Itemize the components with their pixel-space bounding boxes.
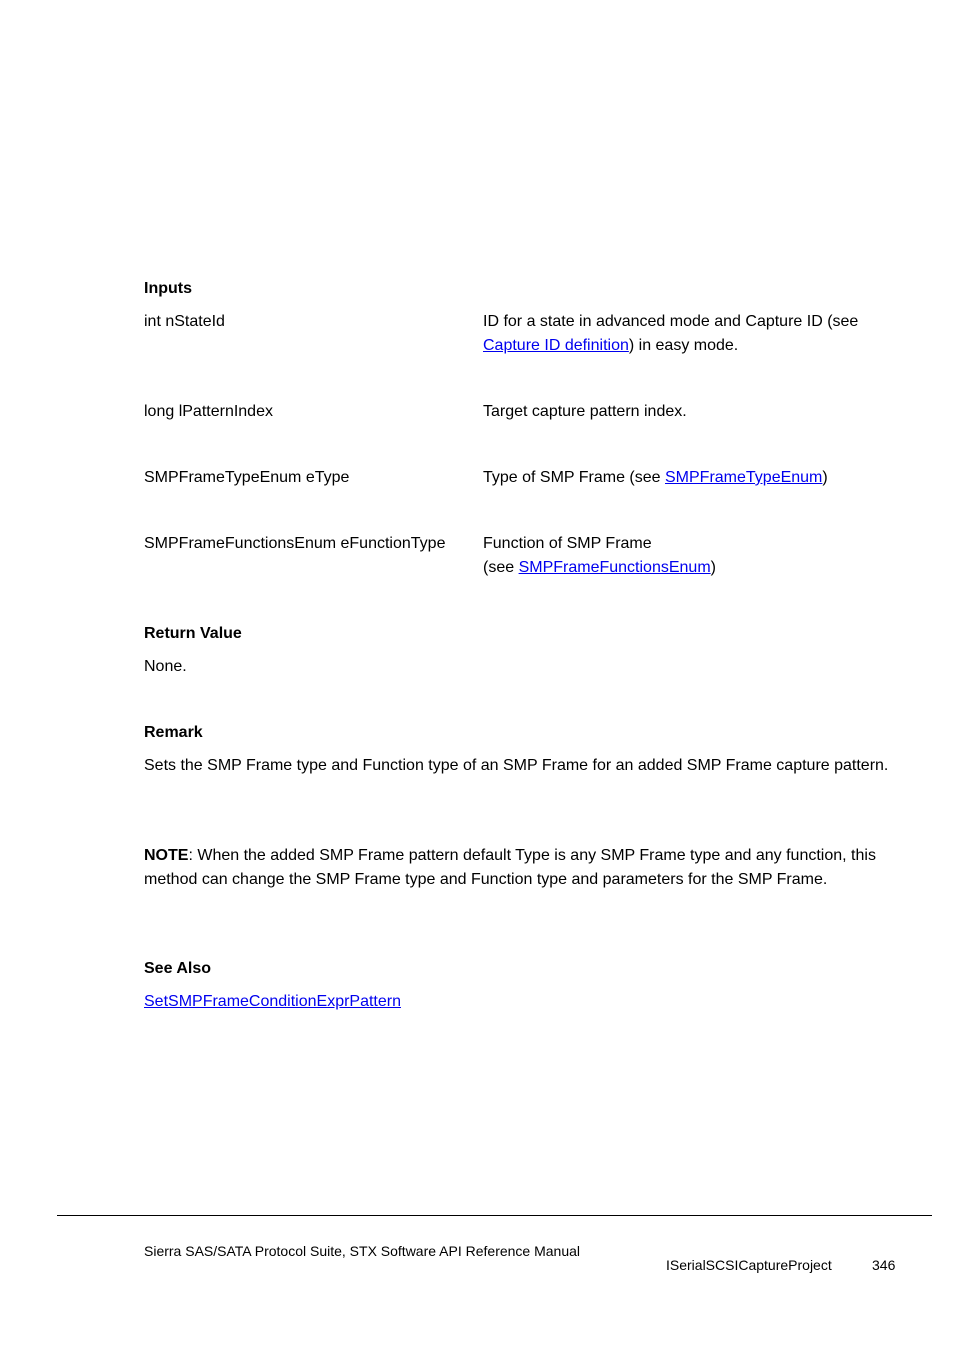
param-desc-lpatternindex: Target capture pattern index. [483,403,687,420]
footer-section-name: ISerialSCSICaptureProject [666,1257,832,1273]
return-value-text: None. [144,658,187,675]
param-desc-text: ) [822,469,828,486]
smpframetypeenum-link[interactable]: SMPFrameTypeEnum [665,469,823,486]
note-paragraph [144,844,879,892]
param-name-efunctiontype: SMPFrameFunctionsEnum eFunctionType [144,535,446,552]
capture-id-definition-link[interactable]: Capture ID definition [483,337,629,354]
param-desc-efunctiontype [483,532,883,580]
remark-heading: Remark [144,724,203,741]
footer-divider [57,1215,932,1216]
setsmpframeconditionexprpattern-link[interactable]: SetSMPFrameConditionExprPattern [144,993,401,1010]
param-desc-text: ) [710,559,716,576]
footer-page-number: 346 [872,1257,896,1273]
param-desc-line [483,556,883,580]
param-desc-line: Function of SMP Frame [483,535,652,552]
param-desc-nstateid [483,310,883,358]
param-desc-text: ID for a state in advanced mode and Capture ID (see [483,313,859,330]
param-desc-text: Type of SMP Frame (see [483,469,665,486]
param-desc-etype [483,466,903,490]
note-text: : When the added SMP Frame pattern default Type is any SMP Frame type and any function, this method can change the SMP Frame type and Function type and parameters for the SMP Frame. [144,847,876,888]
footer-manual-title: Sierra SAS/SATA Protocol Suite, STX Software API Reference Manual [144,1243,581,1259]
note-label: NOTE [144,847,189,864]
param-name-lpatternindex: long lPatternIndex [144,403,273,420]
param-desc-text: (see [483,559,519,576]
smpframefunctionsenum-link[interactable]: SMPFrameFunctionsEnum [518,559,711,576]
see-also-heading: See Also [144,960,211,977]
param-name-nstateid: int nStateId [144,313,225,330]
see-also-links [144,990,401,1014]
inputs-heading: Inputs [144,280,192,297]
param-name-etype: SMPFrameTypeEnum eType [144,469,350,486]
return-value-heading: Return Value [144,625,242,642]
remark-text: Sets the SMP Frame type and Function type of an SMP Frame for an added SMP Frame capture pattern. [144,757,889,774]
param-desc-text: ) in easy mode. [628,337,739,354]
